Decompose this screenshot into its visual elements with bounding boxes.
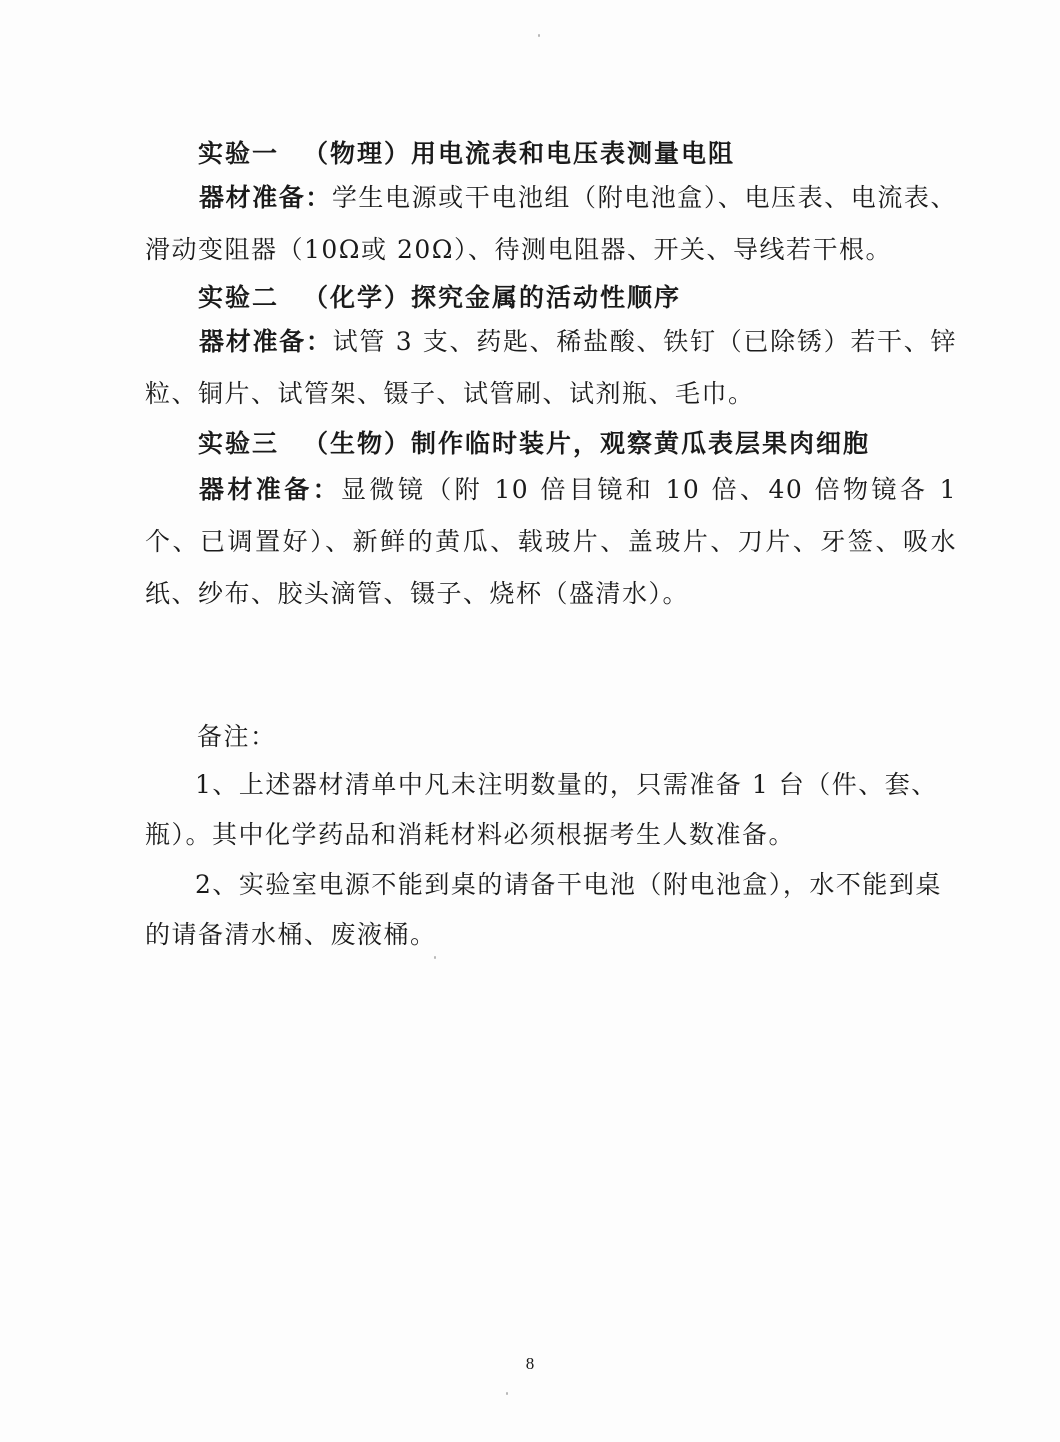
- experiment-2-equipment: [145, 316, 957, 420]
- experiment-3-title: 实验三: [198, 429, 280, 458]
- experiment-2-title: 实验二: [198, 283, 280, 312]
- notes-list: [145, 760, 957, 960]
- experiment-1-equipment: [145, 172, 957, 276]
- experiment-2-equipment-label: 器材准备：: [199, 327, 333, 356]
- notes-title: 备注：: [197, 722, 277, 751]
- experiment-3-equipment-text: 显微镜（附 10 倍目镜和 10 倍、40 倍物镜各 1 个、已调置好）、新鲜的黄瓜、载玻片、盖玻片、刀片、牙签、吸水纸、纱布、胶头滴管、镊子、烧杯（盛清水）。: [145, 475, 957, 608]
- scan-speck: [538, 34, 540, 37]
- note-item-2: 2、实验室电源不能到桌的请备干电池（附电池盒），水不能到桌的请备清水桶、废液桶。: [145, 870, 942, 949]
- experiment-1-title: 实验一: [198, 139, 280, 168]
- experiment-3-equipment-label: 器材准备：: [199, 475, 342, 504]
- experiment-1-heading: [198, 134, 735, 170]
- page-number: 8: [525, 1354, 535, 1373]
- scan-speck: [506, 1392, 508, 1395]
- experiment-2-equipment-text: 试管 3 支、药匙、稀盐酸、铁钉（已除锈）若干、锌粒、铜片、试管架、镊子、试管刷、试剂瓶、毛巾。: [145, 327, 957, 408]
- experiment-1-subject: （物理）用电流表和电压表测量电阻: [303, 139, 736, 168]
- note-item-1: 1、上述器材清单中凡未注明数量的，只需准备 1 台（件、套、瓶）。其中化学药品和消耗材料必须根据考生人数准备。: [145, 770, 938, 849]
- experiment-1-equipment-text: 学生电源或干电池组（附电池盒）、电压表、电流表、滑动变阻器（10Ω或 20Ω）、待测电阻器、开关、导线若干根。: [145, 183, 957, 264]
- experiment-2-heading: [198, 278, 681, 314]
- experiment-2-subject: （化学）探究金属的活动性顺序: [303, 283, 682, 312]
- scan-speck: [434, 956, 436, 959]
- experiment-3-subject: （生物）制作临时装片，观察黄瓜表层果肉细胞: [303, 429, 871, 458]
- experiment-3-equipment: [145, 464, 957, 620]
- experiment-3-heading: [198, 424, 870, 460]
- experiment-1-equipment-label: 器材准备：: [199, 183, 332, 212]
